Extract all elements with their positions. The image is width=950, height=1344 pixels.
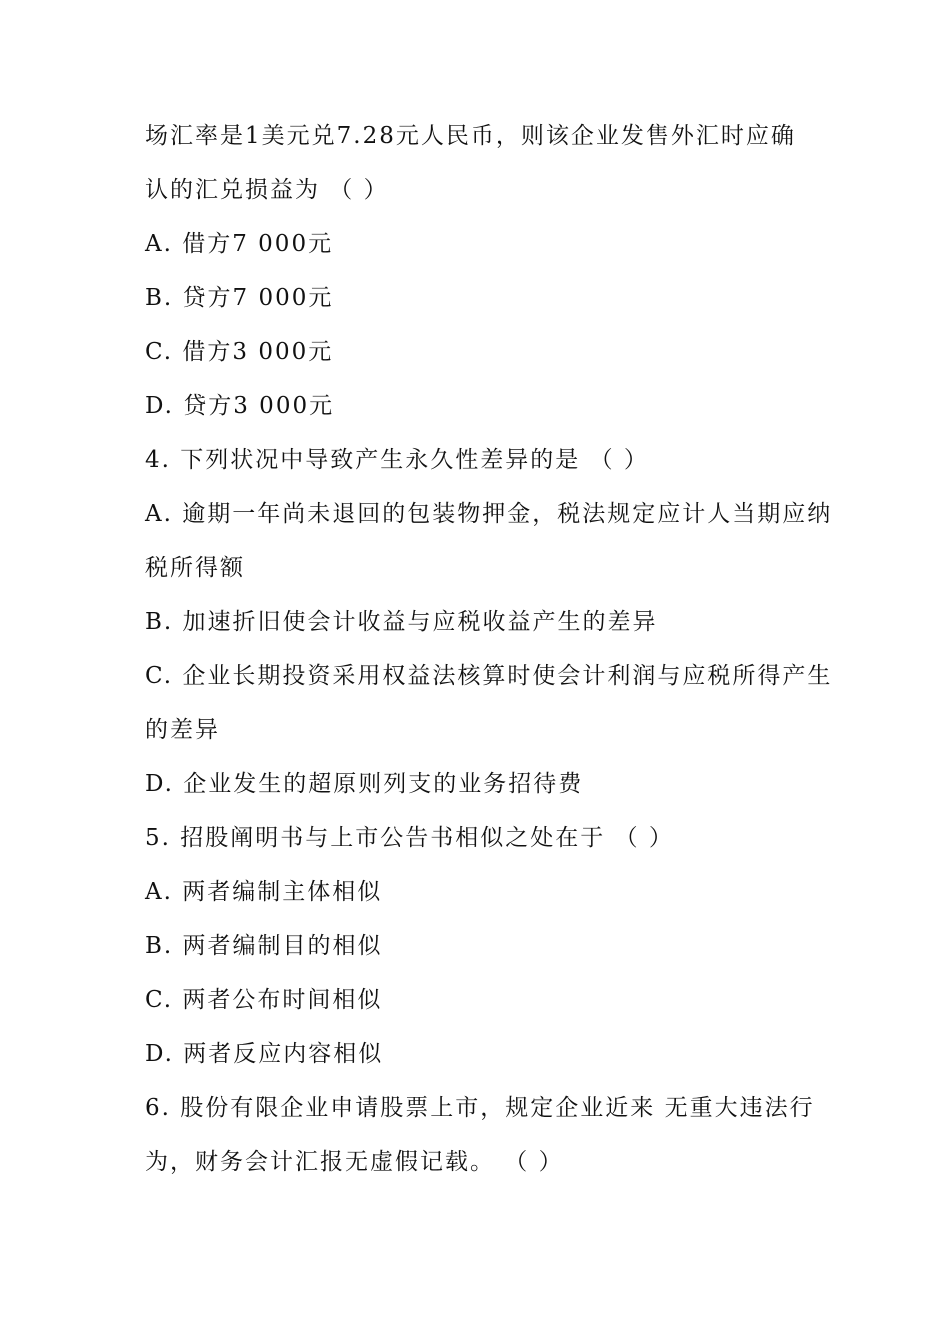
question-6-text-line-1: 6. 股份有限企业申请股票上市，规定企业近来 无重大违法行 — [145, 1095, 815, 1121]
question-5-option-d: D. 两者反应内容相似 — [145, 1041, 384, 1067]
question-4-option-a-line-2: 税所得额 — [145, 555, 245, 581]
question-5-option-b: B. 两者编制目的相似 — [145, 933, 383, 959]
question-3-text-line-2: 认的汇兑损益为 （ ） — [145, 177, 389, 203]
question-6-text-line-2: 为，财务会计汇报无虚假记载。 （ ） — [145, 1149, 564, 1175]
question-4-option-d: D. 企业发生的超原则列支的业务招待费 — [145, 771, 584, 797]
question-4-option-c-line-1: C. 企业长期投资采用权益法核算时使会计利润与应税所得产生 — [145, 663, 833, 689]
question-3-option-d: D. 贷方3 000元 — [145, 393, 335, 419]
question-3-text-line-1: 场汇率是1美元兑7.28元人民币，则该企业发售外汇时应确 — [145, 123, 796, 149]
question-3-option-c: C. 借方3 000元 — [145, 339, 334, 365]
question-3-option-a: A. 借方7 000元 — [145, 231, 334, 257]
question-4-option-c-line-2: 的差异 — [145, 717, 220, 743]
question-5-text: 5. 招股阐明书与上市公告书相似之处在于 （ ） — [145, 825, 674, 851]
question-4-option-b: B. 加速折旧使会计收益与应税收益产生的差异 — [145, 609, 658, 635]
question-4-text: 4. 下列状况中导致产生永久性差异的是 （ ） — [145, 447, 649, 473]
question-4-option-a-line-1: A. 逾期一年尚未退回的包装物押金，税法规定应计人当期应纳 — [145, 501, 833, 527]
question-5-option-a: A. 两者编制主体相似 — [145, 879, 383, 905]
question-3-option-b: B. 贷方7 000元 — [145, 285, 334, 311]
question-5-option-c: C. 两者公布时间相似 — [145, 987, 383, 1013]
